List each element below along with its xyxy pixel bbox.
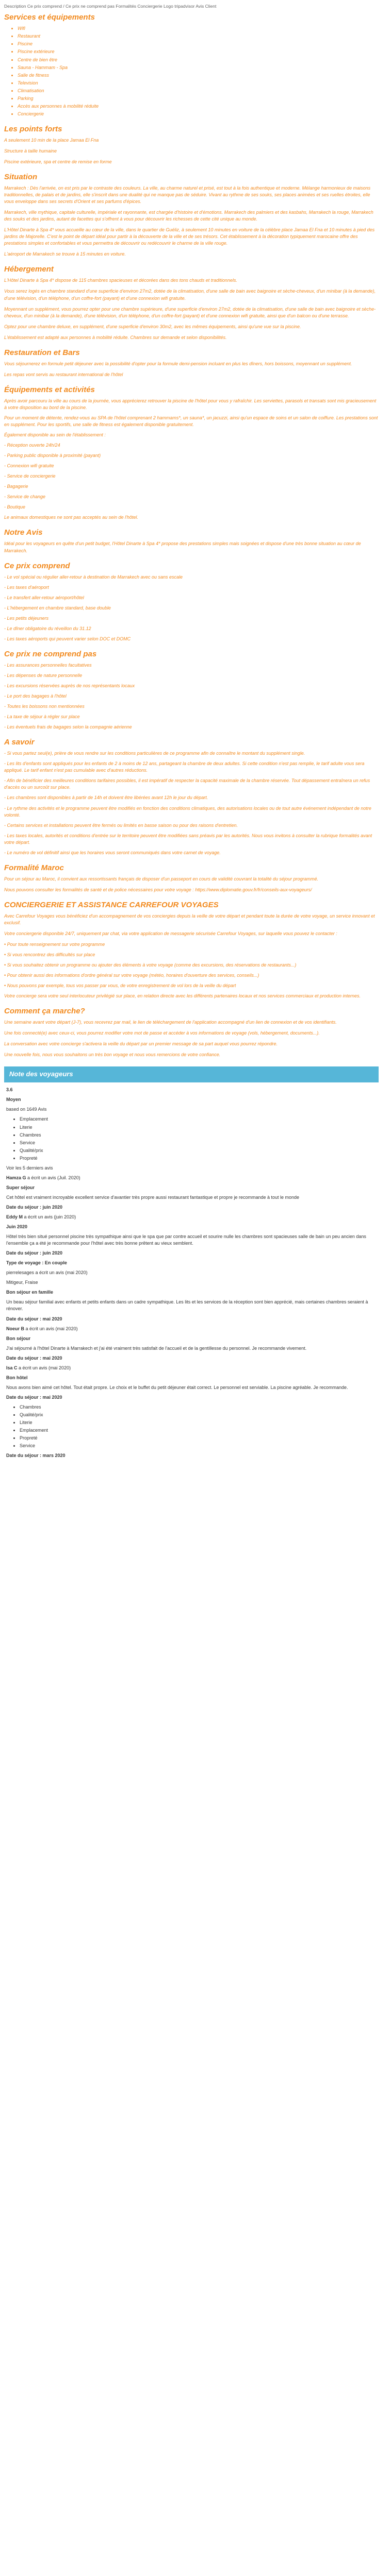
rating-category: • Service [20, 1443, 377, 1449]
point-fort: A seulement 10 min de la place Jamaa El Fna [4, 137, 99, 143]
rating-category: • Qualité/prix [20, 1412, 377, 1418]
review-stay: Date du séjour : mai 2020 [6, 1394, 62, 1400]
comment-text: Une nouvelle fois, nous vous souhaitons un très bon voyage et nous vous remercions de votre confiance. [4, 1052, 221, 1058]
prix-item: - Les taxes d'aéroport [4, 584, 49, 590]
review-title: Super séjour [6, 1184, 35, 1190]
prix-item: - L'hébergement en chambre standard, base double [4, 605, 111, 611]
rating-category: • Literie [20, 1124, 377, 1131]
a-savoir-title: A savoir [4, 738, 35, 747]
prix-item: - Le transfert aller-retour aéroport/hôtel [4, 595, 84, 600]
conciergerie-text: Votre concierge sera votre seul interlocuteur privilégié sur place, en relation directe avec les différents partenaires locaux et nos services commerciaux et production internes. [4, 993, 361, 999]
conciergerie-text: Avec Carrefour Voyages vous bénéficiez d'un accompagnement de vos conciergies depuis la veille de votre départ et pendant toute la durée de votre voyage, un service innovant et exclusif. [4, 913, 375, 925]
equipements-text: Après avoir parcouru la ville au cours de la journée, vous apprécierez retrouver la piscine de l'hôtel pour vous y rafraîchir. Les serviettes, parasols et transats sont mis gracieusement à votre disposition au bord de la piscine. [4, 398, 377, 410]
a-savoir-item: - Le numéro de vol définitif ainsi que les horaires vous seront communiqués dans votre carnet de voyage. [4, 850, 221, 855]
review-author: Hamza G [6, 1175, 26, 1180]
prix-item: - Le dîner obligatoire du réveillon du 31.12 [4, 625, 91, 631]
conciergerie-item: • Si vous souhaitez obtenir un programme ou ajouter des éléments à votre voyage (comme des excursions, des réservations de restaurants...) [4, 962, 297, 968]
service-item: • Centre de bien être [18, 57, 379, 63]
comment-text: Une fois connecté(e) avec ceux-ci, vous pourrez modifier votre mot de passe et accéder à vos informations de voyage (vols, hébergement, documents...). [4, 1030, 320, 1036]
review-body: pierrelesages a écrit un avis (mai 2020) [6, 1270, 88, 1276]
avis-title: Notre Avis [4, 528, 43, 537]
formalite-title: Formalité Maroc [4, 863, 64, 872]
services-list [4, 25, 379, 117]
service-item: • Sauna - Hammam - Spa [18, 64, 379, 71]
review-body: J'ai séjourné à l'hôtel Dinarte à Marrakech et j'ai été vraiment très satisfait de l'accueil et de la gentillesse du personnel. Je recommande vivement. [6, 1345, 307, 1351]
conciergerie-item: • Pour obtenir aussi des informations d'ordre général sur votre voyage (météo, horaires d'ouverture des services, conseils...) [4, 973, 259, 978]
review-title: Bon séjour en famille [6, 1290, 54, 1295]
restauration-text: Les repas vont servis au restaurant international de l'hôtel [4, 371, 123, 377]
a-savoir-item: - Les chambres sont disponibles à partir de 14h et doivent être libérées avant 12h le jour du départ. [4, 795, 208, 801]
review-stay: Date du séjour : juin 2020 [6, 1204, 63, 1210]
situation-text: Marrakech, ville mythique, capitale culturelle, impériale et rayonnante, est chargée d'histoire et d'émotions. Marrakech des palmiers et des kasbahs, Marrakech la rouge, Marrakech des souks et des jardins, autant de facettes qui s'offrent à vous pour découvrir les richesses de cette cité unique au monde. [4, 210, 373, 222]
rating-based: based on 1649 Avis [6, 1107, 47, 1112]
review-title: Bon hôtel [6, 1375, 28, 1380]
review-body: Un beau séjour familial avec enfants et petits enfants dans un cadre sympathique. Les lits et les services de la réception sont bien apprécié, mais certaines chambres seraient à rénover. [6, 1299, 368, 1312]
comment-title: Comment ça marche? [4, 1007, 85, 1016]
review-date: a écrit un avis (mai 2020) [19, 1365, 71, 1370]
formalite-text: Pour un séjour au Maroc, il convient aux ressortissants français de disposer d'un passeport en cours de validité couvrant la totalité du séjour programmé. [4, 876, 319, 882]
prix-exclu-item: - Les excursions réservées auprès de nos représentants locaux [4, 683, 135, 688]
equipement-item: - Parking public disponible à proximité (payant) [4, 453, 101, 459]
equipements-text: Le animaux domestiques ne sont pas acceptés au sein de l'hôtel. [4, 515, 138, 520]
review-stay: Date du séjour : mai 2020 [6, 1316, 62, 1321]
service-item: • Piscine [18, 41, 379, 47]
rating-category: • Qualité/prix [20, 1147, 377, 1154]
reviews-count: Voir les 5 derniers avis [6, 1165, 53, 1171]
review-body: Nous avons bien aimé cet hôtel. Tout était propre. Le choix et le buffet du petit déjeuner était correct. Le personnel est serviable. La piscine agréable. Je recommande. [6, 1384, 348, 1390]
comment-text: Une semaine avant votre départ (J-7), vous recevrez par mail, le lien de téléchargement de l'application accompagné d'un lien de connexion et de vos identifiants. [4, 1020, 337, 1025]
service-item: • Piscine extérieure [18, 48, 379, 55]
conciergerie-item: • Si vous rencontrez des difficultés sur place [4, 952, 95, 958]
prix-exclu-item: - Les éventuels frais de bagages selon la compagnie aérienne [4, 724, 132, 730]
review-date: a écrit un avis (juin 2020) [24, 1214, 76, 1219]
hebergement-text: L'établissement est adapté aux personnes à mobilité réduite. Chambres sur demande et selon disponibilités. [4, 334, 227, 340]
conciergerie-title: CONCIERGERIE ET ASSISTANCE CARREFOUR VOYAGES [4, 900, 219, 909]
equipement-item: - Service de change [4, 494, 46, 500]
review-stay: Date du séjour : mars 2020 [6, 1453, 66, 1459]
situation-text: Marrakech : Dès l'arrivée, on est pris par le contraste des couleurs. La ville, au charme naturel et prisé, est tout à la fois authentique et moderne. Mélange harmonieux de maisons traditionnelles, de palais et de jardins, elle s'inscrit dans une dualité qui ne manque pas de séduire. Vivant au rythme de ses souks, ses places animées et ses ruelles étroites, elle vous enveloppe dans ses secrets d'Orient et ses parfums d'épices. [4, 185, 371, 205]
rating-category: • Emplacement [20, 1116, 377, 1123]
a-savoir-item: - Les lits d'enfants sont appliqués pour les enfants de 2 à moins de 12 ans, partageant la chambre de deux adultes. Si cette condition n'est pas remplie, le tarif adulte vous sera appliqué. Le tarif enfant n'est pas cumulable avec d'autres réductions. [4, 761, 365, 773]
service-item: • Television [18, 80, 379, 87]
review [6, 1365, 377, 1401]
review-author: Eddy M [6, 1214, 23, 1219]
rating-category: • Chambres [20, 1404, 377, 1411]
a-savoir-item: - Le rythme des activités et le programme peuvent être modifiés en fonction des conditions climatiques, des autorisations locales ou de tout autre événement indépendant de notre volonté. [4, 805, 371, 818]
service-item: • Restaurant [18, 33, 379, 40]
review-date: a écrit un avis (mai 2020) [25, 1326, 78, 1331]
situation-title: Situation [4, 173, 38, 182]
rating-category: • Service [20, 1140, 377, 1146]
tabs-breadcrumb: Description Ce prix comprend / Ce prix ne comprend pas Formalités Conciergerie Logo tripadvisor Avis Client [4, 4, 217, 9]
rating-label: Moyen [6, 1097, 21, 1103]
review-stay: Mitigeur, Fraise [6, 1280, 38, 1285]
reviews-banner: Note des voyageurs [4, 1066, 379, 1082]
prix-comprend-title: Ce prix comprend [4, 561, 70, 570]
service-item: • Wifi [18, 25, 379, 32]
hebergement-text: Optez pour une chambre deluxe, en supplément, d'une superficie d'environ 30m2, avec les mêmes équipements, ainsi qu'une vue sur la piscine. [4, 324, 301, 329]
conciergerie-item: • Pour toute renseignement sur votre programme [4, 942, 105, 947]
prix-exclu-item: - Le port des bagages à l'hôtel [4, 693, 67, 699]
equipement-item: - Bagagerie [4, 484, 28, 489]
equipement-item: - Boutique [4, 504, 26, 510]
review [6, 1214, 377, 1257]
review [6, 1260, 377, 1286]
rating-category: • Chambres [20, 1132, 377, 1139]
prix-exclu-item: - Les assurances personnelles facultatives [4, 662, 92, 668]
points-forts-title: Les points forts [4, 124, 62, 133]
review [6, 1289, 377, 1322]
rating-score: 3.6 [6, 1087, 13, 1093]
service-item: • Conciergerie [18, 111, 379, 117]
formalite-text: Nous pouvons consulter les formalités de santé et de police nécessaires pour votre voyage : https://www.diplomatie.gouv.fr/fr/conseils-aux-voyageurs/ [4, 887, 312, 892]
review-stay: Date du séjour : mai 2020 [6, 1355, 62, 1361]
review-date: a écrit un avis (Juil. 2020) [27, 1175, 80, 1180]
equipement-item: - Connexion wifi gratuite [4, 463, 54, 469]
restauration-title: Restauration et Bars [4, 348, 80, 357]
review-stay: Date du séjour : juin 2020 [6, 1250, 63, 1256]
prix-exclu-item: - Toutes les boissons non mentionnées [4, 704, 85, 709]
review-body: Cet hôtel est vraiment incroyable excellent service d'avantier très propre aussi restaurant fantastique et propre je recommande à tout le monde [6, 1194, 300, 1200]
conciergerie-item: • Nous pouvons par exemple, tous vos passer par vous, de votre enregistrement de vol lors de la veille du départ [4, 983, 236, 989]
rating-category: • Propreté [20, 1155, 377, 1162]
a-savoir-item: - Les taxes locales, autorités et conditions d'entrée sur le territoire peuvent être modifiées sans préavis par les autorités. Nous vous invitons à consulter la rubrique formalités avant votre départ. [4, 833, 372, 845]
services-title: Services et équipements [4, 13, 95, 22]
review-author: Isa C [6, 1365, 18, 1370]
review [6, 1326, 377, 1362]
a-savoir-item: - Certains services et installations peuvent être fermés ou limités en basse saison ou pour des raisons d'entretien. [4, 822, 238, 828]
prix-exclu-item: - Les dépenses de nature personnelle [4, 672, 83, 678]
service-item: • Accès aux personnes à mobilité réduite [18, 103, 379, 110]
reviews-section [4, 1087, 379, 1459]
conciergerie-text: Votre conciergerie disponible 24/7, uniquement par chat, via votre application de messagerie sécurisée Carrefour Voyages, sur laquelle vous pouvez le contacter : [4, 930, 337, 936]
service-item: • Parking [18, 95, 379, 102]
prix-item: - Les taxes aéroports qui peuvent varier selon DOC et DOMC [4, 636, 131, 641]
comment-text: La conversation avec votre concierge s'activera la veille du départ par un premier message de sa part auquel vous pourrez répondre. [4, 1041, 278, 1047]
hebergement-title: Hébergement [4, 265, 54, 274]
review-title: Bon séjour [6, 1335, 31, 1341]
review-title: Type de voyage : En couple [6, 1260, 67, 1266]
prix-ne-comprend-title: Ce prix ne comprend pas [4, 649, 97, 658]
equipements-text: Pour un moment de détente, rendez-vous au SPA de l'hôtel comprenant 2 hammams*, un sauna*, un jacuzzi, ainsi qu'un espace de soins et un salon de coiffure. Les prestations sont en supplément. Pour les sportifs, une salle de fitness est également disponible gratuitement. [4, 415, 378, 427]
restauration-text: Vous séjournerez en formule petit déjeuner avec la possibilité d'opter pour la formule demi-pension incluant en plus les dîners, hors boissons, moyennant un supplément. [4, 361, 352, 366]
equipement-item: - Réception ouverte 24h/24 [4, 443, 60, 448]
review-body: Hôtel très bien situé personnel piscine très sympathique ainsi que le spa que par contre accueil et sourire nulle les chambres sont spacieuses salle de bain un peu ancien dans l'ensemble ça a été je recommande pour l'hôtel avec très bonne prêtent au vieux semblent. [6, 1234, 366, 1246]
situation-text: L'Hôtel Dinarte à Spa 4* vous accueille au cœur de la ville, dans le quartier de Guéliz, à seulement 10 minutes en voiture de la célèbre place Jamaa El Fna et 10 minutes à pied des jardins de Majorelle. C'est le point de départ idéal pour partir à la découverte de la ville et de ses trésors. Cet établissement à la décoration typiquement marocaine offre des prestations simples et confortables et vous permettra de découvrir ou redécouvrir le charme de la ville rouge. [4, 227, 375, 246]
review [6, 1175, 377, 1211]
prix-exclu-item: - La taxe de séjour à régler sur place [4, 714, 80, 720]
equipement-item: - Service de conciergerie [4, 473, 56, 479]
prix-item: - Le vol spécial ou régulier aller-retour à destination de Marrakech avec ou sans escale [4, 574, 183, 580]
point-fort: Structure à taille humaine [4, 148, 57, 154]
equipements-text: Également disponible au sein de l'établissement : [4, 432, 106, 438]
equipements-title: Équipements et activités [4, 385, 95, 394]
rating-category: • Literie [20, 1419, 377, 1426]
avis-text: Idéal pour les voyageurs en quête d'un petit budget, l'Hôtel Dinarte à Spa 4* propose des prestations simples mais soignées et dispose d'une très bonne situation au cœur de Marrakech. [4, 541, 361, 553]
rating-categories [6, 1116, 377, 1161]
final-categories [6, 1404, 377, 1449]
rating-category: • Emplacement [20, 1427, 377, 1434]
rating-category: • Propreté [20, 1435, 377, 1442]
hebergement-text: Vous serez logés en chambre standard d'une superficie d'environ 27m2, dotée de la climatisation, d'une salle de bain avec baignoire et sèche-cheveux, d'un minibar (à la demande), d'une télévision, d'un téléphone, d'un coffre-fort (payant) et d'une connexion wifi gratuite. [4, 289, 376, 301]
service-item: • Climatisation [18, 88, 379, 94]
a-savoir-item: - Afin de bénéficier des meilleures conditions tarifaires possibles, il est impératif de respecter la capacité maximale de la chambre réservée. Tout dépassement entraînera un refus d'accès ou un surcoût sur place. [4, 778, 370, 790]
review-title: Juin 2020 [6, 1224, 28, 1230]
service-item: • Salle de fitness [18, 72, 379, 79]
point-fort: Piscine extérieure, spa et centre de remise en forme [4, 159, 112, 164]
hebergement-text: Moyennant un supplément, vous pourrez opter pour une chambre supérieure, d'une superficie d'environ 27m2, dotée de la climatisation, d'une salle de bain avec baignoire et sèche-cheveux, d'un minibar (à la demande), d'une télévision, d'un téléphone, d'un coffre-fort (payant) et d'une connexion wifi gratuite, ainsi que d'un balcon ou d'une terrasse. [4, 306, 376, 318]
prix-item: - Les petits déjeuners [4, 615, 49, 621]
situation-text: L'aéroport de Marrakech se trouve à 15 minutes en voiture. [4, 251, 126, 257]
a-savoir-item: - Si vous partez seul(e), prière de vous rendre sur les conditions particulières de ce programme afin de connaître le montant du supplément single. [4, 751, 305, 756]
review-author: Noeur B [6, 1326, 25, 1331]
hebergement-text: L'Hôtel Dinarte à Spa 4* dispose de 115 chambres spacieuses et décorées dans des tons chauds et traditionnels. [4, 278, 237, 283]
